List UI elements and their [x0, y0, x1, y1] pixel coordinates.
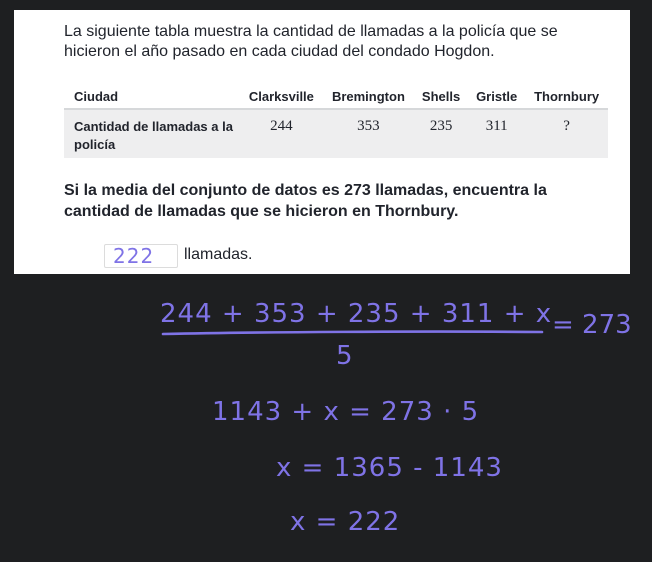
header-ciudad: Ciudad	[64, 86, 240, 109]
question-text: Si la media del conjunto de datos es 273 llamadas, encuentra la cantidad de llamadas que se hicieron en Thornbury.	[64, 182, 547, 220]
value-bremington: 353	[323, 109, 414, 158]
header-clarksville: Clarksville	[240, 86, 323, 109]
work-result: = 273	[552, 310, 632, 340]
work-line-2: 1143 + x = 273 · 5	[212, 397, 480, 427]
answer-unit: llamadas.	[184, 246, 253, 263]
value-gristle: 311	[468, 109, 525, 158]
header-shells: Shells	[414, 86, 468, 109]
header-gristle: Gristle	[468, 86, 525, 109]
header-bremington: Bremington	[323, 86, 414, 109]
work-numerator: 244 + 353 + 235 + 311 + x	[160, 299, 553, 329]
value-shells: 235	[414, 109, 468, 158]
work-line-3: x = 1365 - 1143	[276, 453, 503, 483]
row-label: Cantidad de llamadas a la policía	[64, 109, 240, 158]
work-line-4: x = 222	[290, 507, 401, 537]
answer-value: 222	[113, 245, 155, 267]
fraction-bar	[163, 332, 542, 334]
value-clarksville: 244	[240, 109, 323, 158]
problem-intro: La siguiente tabla muestra la cantidad de llamadas a la policía que se hicieron el año pasado en cada ciudad del condado Hogdon.	[64, 23, 558, 60]
header-thornbury: Thornbury	[525, 86, 608, 109]
value-thornbury: ?	[525, 109, 608, 158]
work-denominator: 5	[336, 341, 353, 371]
